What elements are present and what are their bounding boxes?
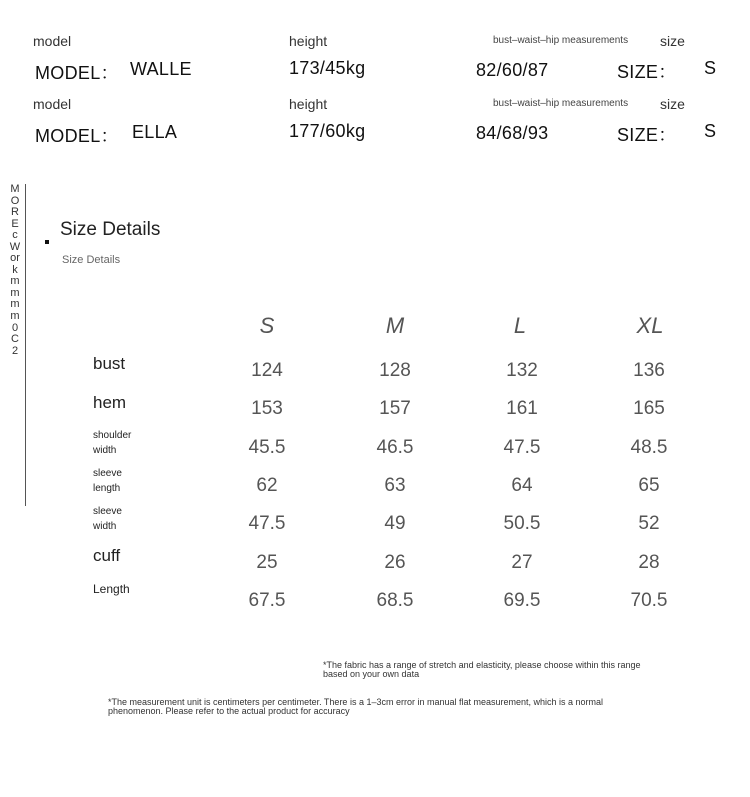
side-strip-text: MORE cWork m m mm0 C 2 [9, 183, 21, 357]
size-header-l: L [513, 313, 527, 338]
table-cell: 153 [251, 398, 283, 419]
stretch-note [323, 661, 743, 679]
table-cell: 62 [256, 475, 278, 496]
table-cell: 45.5 [248, 437, 286, 458]
section-title: Size Details [60, 219, 161, 240]
table-cell: 69.5 [503, 590, 541, 611]
table-cell: 52 [638, 513, 660, 534]
size-text: SIZE： [617, 125, 677, 145]
table-cell: 70.5 [630, 590, 668, 611]
model-text: MODEL： [35, 63, 119, 83]
bwh-value: 84/68/93 [476, 123, 549, 143]
size-header-s: S [259, 313, 275, 338]
bwh-value: 82/60/87 [476, 60, 549, 80]
table-cell: 161 [506, 398, 538, 419]
size-value: S [704, 121, 717, 141]
table-cell: 47.5 [503, 437, 541, 458]
bwh-label: bust–waist–hip measurements [493, 98, 629, 109]
table-cell: 65 [638, 475, 660, 496]
table-cell: 68.5 [376, 590, 414, 611]
size-value: S [704, 58, 717, 78]
model-name: ELLA [132, 122, 178, 142]
row-label: cuff [93, 546, 121, 565]
row-label-line1: sleeve [93, 506, 122, 517]
table-cell: 26 [384, 552, 406, 573]
height-value: 173/45kg [289, 58, 366, 78]
size-header-m: M [385, 313, 405, 338]
table-cell: 50.5 [503, 513, 541, 534]
model-name: WALLE [130, 59, 192, 79]
table-cell: 64 [511, 475, 533, 496]
height-label: height [289, 33, 328, 49]
table-cell: 27 [511, 552, 533, 573]
table-cell: 67.5 [248, 590, 286, 611]
row-label [93, 505, 122, 534]
height-value: 177/60kg [289, 121, 366, 141]
row-label [93, 467, 122, 496]
row-label: Length [93, 582, 130, 596]
size-text: SIZE： [617, 62, 677, 82]
measurement-note [108, 698, 748, 716]
row-label-line2: width [93, 444, 117, 456]
table-cell: 165 [633, 398, 665, 419]
size-label: size [660, 96, 685, 112]
row-label [93, 429, 131, 458]
row-label-line1: shoulder [93, 430, 132, 441]
table-cell: 128 [379, 360, 411, 381]
row-label: hem [93, 393, 127, 412]
table-cell: 124 [251, 360, 283, 381]
section-subtitle: Size Details [62, 254, 121, 266]
side-vertical-strip [9, 184, 26, 506]
height-label: height [289, 96, 328, 112]
table-cell: 47.5 [248, 513, 286, 534]
bwh-label: bust–waist–hip measurements [493, 35, 629, 46]
size-header-xl: XL [636, 313, 664, 338]
model-label: model [33, 96, 72, 112]
row-label: bust [93, 354, 126, 373]
row-label-line2: length [93, 482, 121, 494]
model-text: MODEL： [35, 126, 119, 146]
stretch-note-line1: *The fabric has a range of stretch and elasticity, please choose within this range [323, 660, 641, 670]
table-cell: 25 [256, 552, 278, 573]
table-cell: 49 [384, 513, 406, 534]
table-cell: 136 [633, 360, 665, 381]
stretch-note-line2: based on your own data [323, 669, 420, 679]
table-cell: 28 [638, 552, 660, 573]
table-cell: 48.5 [630, 437, 668, 458]
table-cell: 46.5 [376, 437, 414, 458]
table-cell: 132 [506, 360, 538, 381]
table-cell: 63 [384, 475, 406, 496]
row-label-line2: width [93, 520, 117, 532]
row-label-line1: sleeve [93, 468, 122, 479]
measurement-note-line1: *The measurement unit is centimeters per centimeter. There is a 1–3cm error in manual flat measurement, which is a normal [108, 697, 604, 707]
model-label: model [33, 33, 72, 49]
table-cell: 157 [379, 398, 411, 419]
size-label: size [660, 33, 685, 49]
section-bullet [45, 240, 49, 244]
measurement-note-line2: phenomenon. Please refer to the actual product for accuracy [108, 706, 350, 716]
